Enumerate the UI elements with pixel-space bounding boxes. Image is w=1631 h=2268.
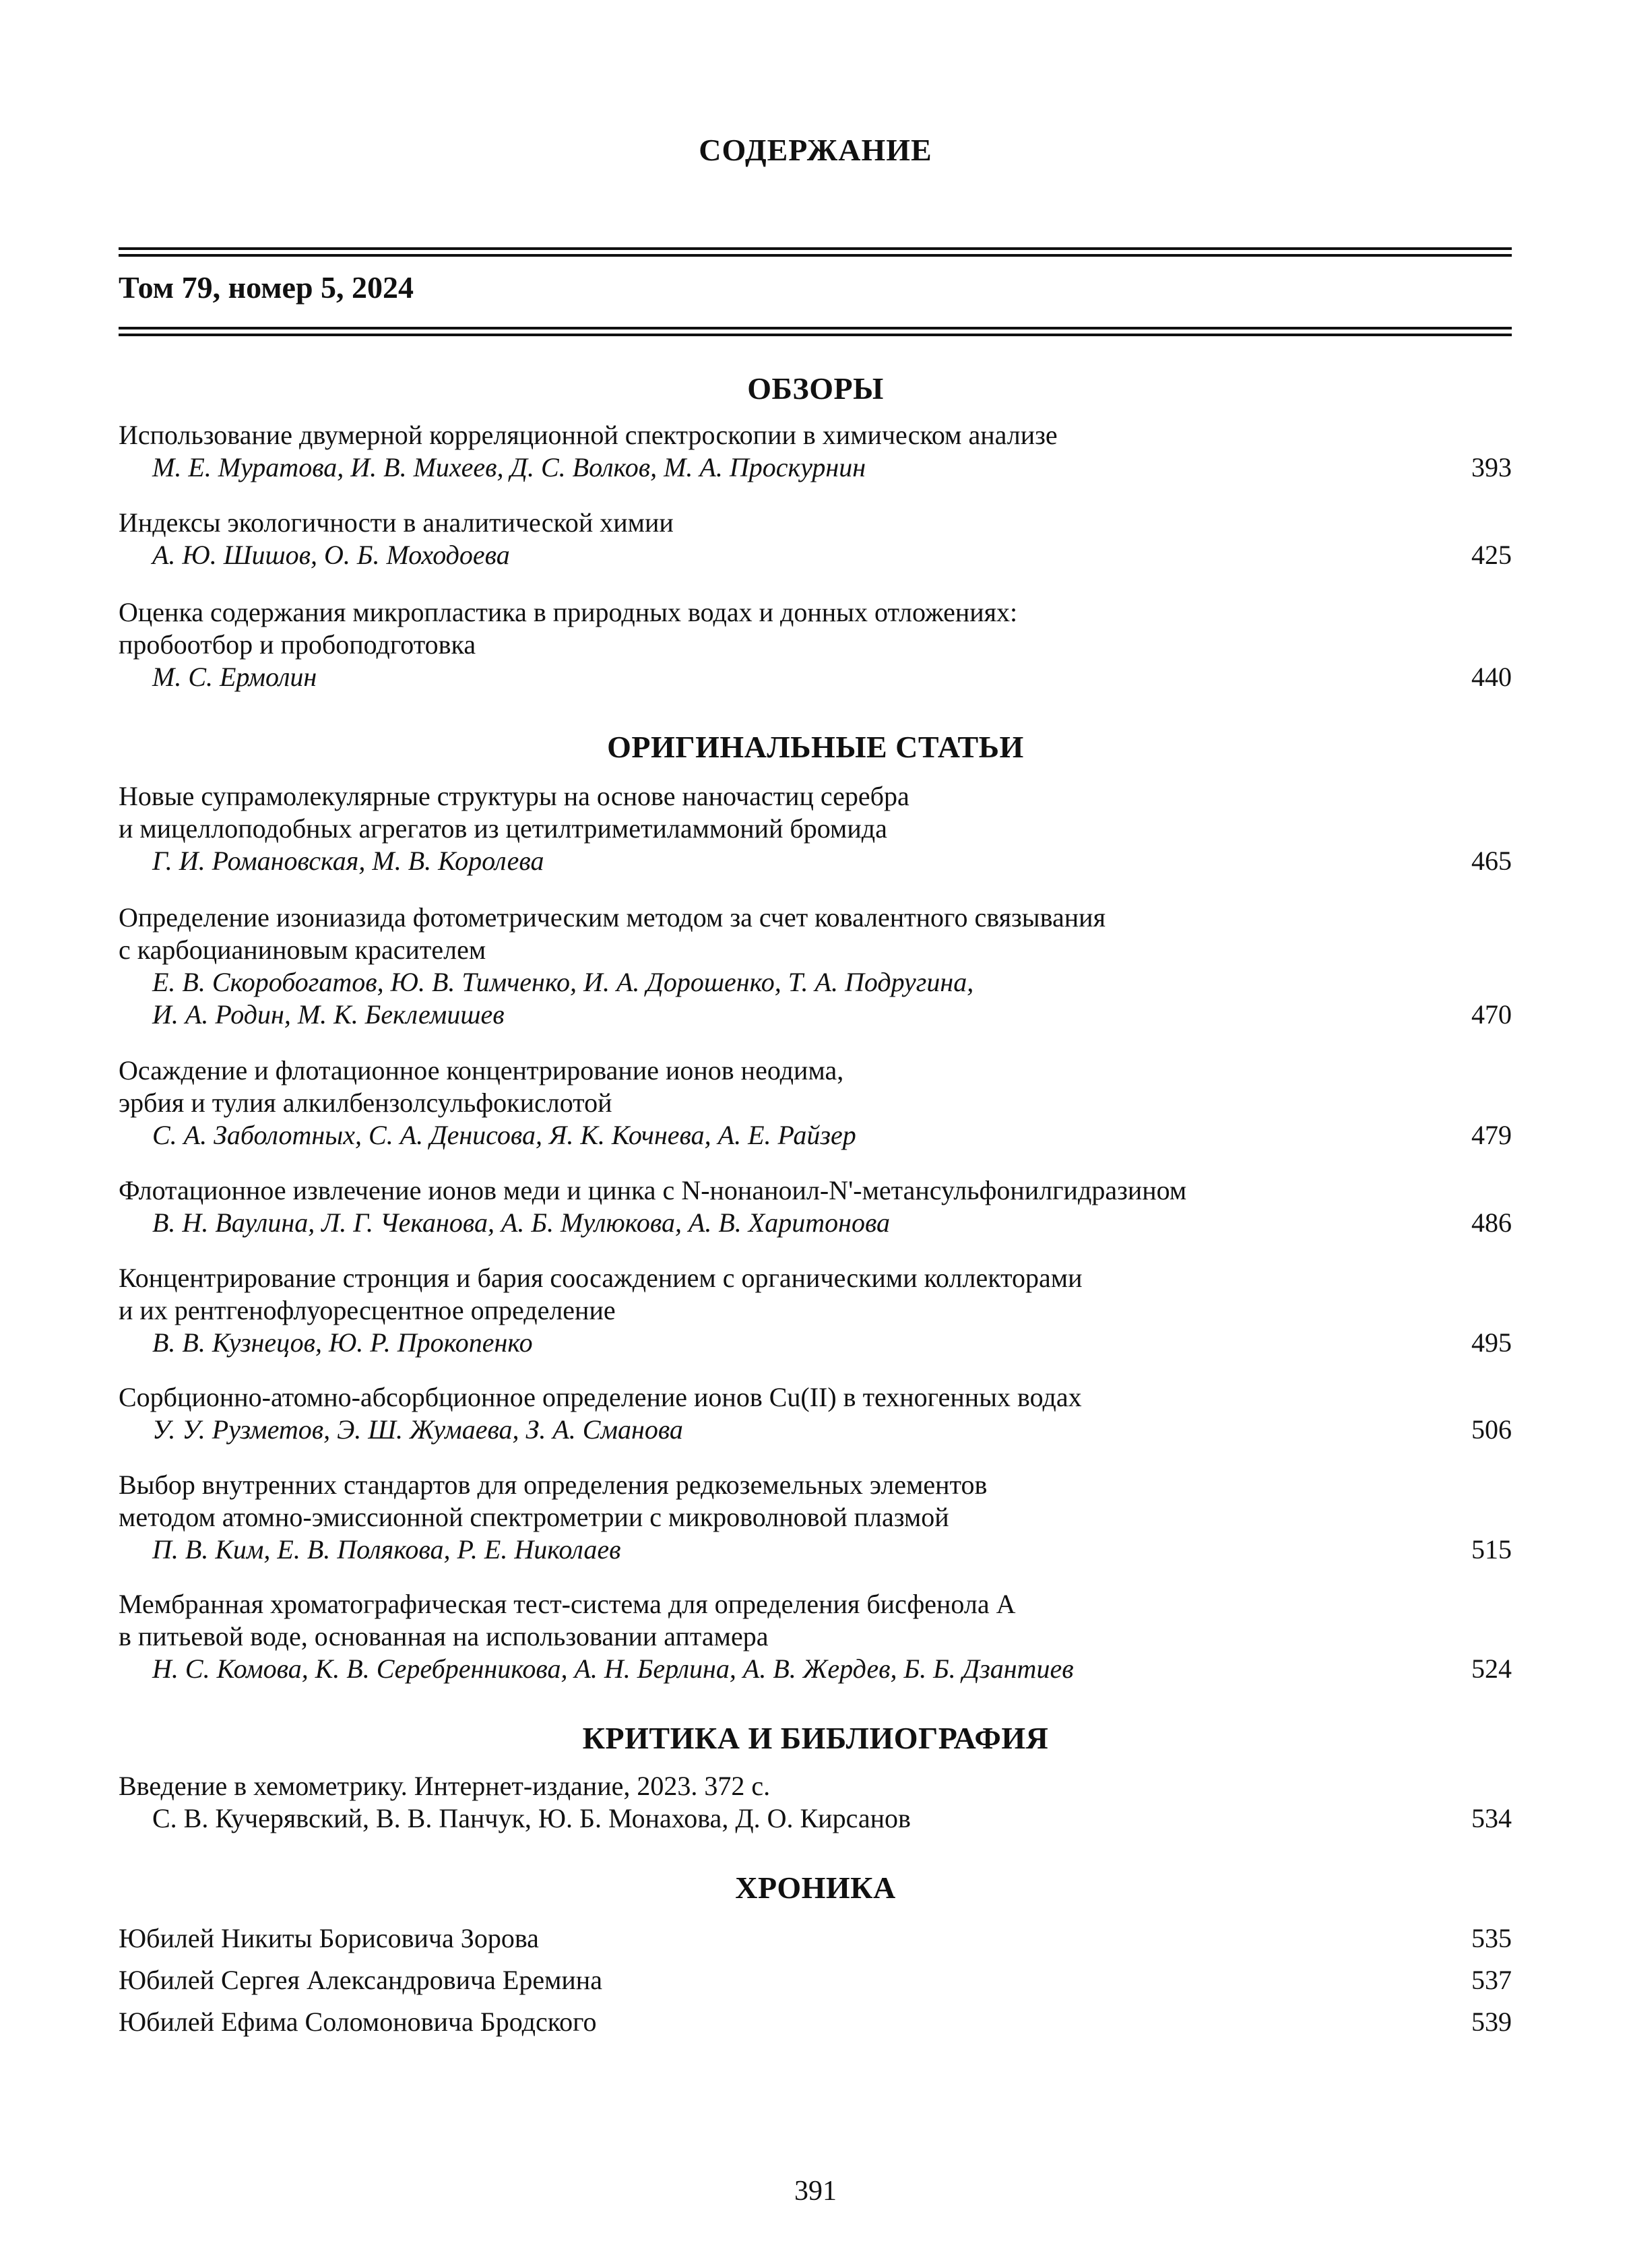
entry-authors: С. А. Заболотных, С. А. Денисова, Я. К. Кочнева, А. Е. Райзер 479 [152, 1120, 1512, 1150]
entry-authors: В. Н. Ваулина, Л. Г. Чеканова, А. Б. Мулюкова, А. В. Харитонова 486 [152, 1207, 1512, 1238]
entry-title: Оценка содержания микропластика в природных водах и донных отложениях: [119, 597, 1018, 627]
entry-title-cont: и их рентгенофлуоресцентное определение [119, 1295, 616, 1325]
entry-page: 440 [1471, 662, 1512, 692]
entry-title: Юбилей Сергея Александровича Еремина [119, 1965, 602, 1995]
entry-title: Концентрирование стронция и бария соосаждением с органическими коллекторами [119, 1263, 1083, 1293]
entry-title-cont: в питьевой воде, основанная на использовании аптамера [119, 1621, 769, 1651]
entry-title: Новые супрамолекулярные структуры на основе наночастиц серебра [119, 781, 909, 811]
entry-page: 393 [1471, 452, 1512, 482]
page-title: СОДЕРЖАНИЕ [699, 133, 932, 167]
page-number: 391 [794, 2176, 837, 2207]
toc-entry[interactable] [119, 419, 1512, 484]
entry-title: Юбилей Ефима Соломоновича Бродского [119, 2007, 597, 2037]
entry-page: 465 [1471, 846, 1512, 876]
entry-page: 479 [1471, 1120, 1512, 1150]
toc-entry[interactable] [119, 596, 1512, 693]
entry-authors-cont: И. А. Родин, М. К. Беклемишев 470 [152, 999, 1512, 1030]
toc-entry[interactable] [119, 1054, 1512, 1152]
entry-page: 534 [1471, 1803, 1512, 1833]
entry-authors: В. В. Кузнецов, Ю. Р. Прокопенко 495 [152, 1327, 1512, 1358]
toc-entry[interactable] [119, 1770, 1512, 1835]
entry-page: 486 [1471, 1207, 1512, 1238]
top-rule-1 [119, 247, 1512, 250]
entry-page: 524 [1471, 1653, 1512, 1684]
entry-page: 535 [1471, 1923, 1512, 1953]
entry-title-cont: пробоотбор и пробоподготовка [119, 629, 476, 660]
entry-title: Выбор внутренних стандартов для определения редкоземельных элементов [119, 1470, 988, 1500]
section-heading-chronicle: ХРОНИКА [735, 1870, 896, 1905]
entry-authors: А. Ю. Шишов, О. Б. Моходоева 425 [152, 540, 1512, 570]
entry-title: Мембранная хроматографическая тест-система для определения бисфенола А [119, 1589, 1016, 1619]
entry-title-cont: эрбия и тулия алкилбензолсульфокислотой [119, 1088, 612, 1118]
entry-page: 495 [1471, 1327, 1512, 1358]
entry-page: 515 [1471, 1534, 1512, 1565]
toc-entry[interactable] [119, 1469, 1512, 1566]
entry-page: 470 [1471, 999, 1512, 1030]
toc-entry[interactable] [119, 1262, 1512, 1359]
toc-entry[interactable] [119, 1174, 1512, 1239]
entry-page: 506 [1471, 1414, 1512, 1445]
entry-page: 539 [1471, 2007, 1512, 2037]
entry-title: Осаждение и флотационное концентрирование ионов неодима, [119, 1055, 844, 1085]
toc-entry[interactable] [119, 2006, 1512, 2038]
entry-title-cont: методом атомно-эмиссионной спектрометрии с микроволновой плазмой [119, 1502, 949, 1532]
entry-title-cont: и мицеллоподобных агрегатов из цетилтриметиламмоний бромида [119, 813, 887, 844]
toc-entry[interactable] [119, 1588, 1512, 1685]
entry-title: Введение в хемометрику. Интернет-издание, 2023. 372 с. [119, 1771, 771, 1801]
entry-authors: У. У. Рузметов, Э. Ш. Жумаева, З. А. Сманова 506 [152, 1414, 1512, 1445]
entry-authors: С. В. Кучерявский, В. В. Панчук, Ю. Б. Монахова, Д. О. Кирсанов 534 [152, 1803, 1512, 1833]
section-heading-original: ОРИГИНАЛЬНЫЕ СТАТЬИ [607, 730, 1024, 764]
toc-entry[interactable] [119, 780, 1512, 877]
toc-entry[interactable] [119, 1922, 1512, 1955]
entry-title: Флотационное извлечение ионов меди и цинка с N-нонаноил-N'-метансульфонилгидразином [119, 1175, 1187, 1205]
entry-authors: М. С. Ермолин 440 [152, 662, 1512, 692]
entry-title: Юбилей Никиты Борисовича Зорова [119, 1923, 539, 1953]
entry-page: 425 [1471, 540, 1512, 570]
bottom-rule-2 [119, 334, 1512, 336]
toc-entry[interactable] [119, 507, 1512, 571]
toc-entry[interactable] [119, 1381, 1512, 1446]
entry-title-cont: с карбоцианиновым красителем [119, 935, 486, 965]
bottom-rule-1 [119, 327, 1512, 329]
entry-authors: Н. С. Комова, К. В. Серебренникова, А. Н. Берлина, А. В. Жердев, Б. Б. Дзантиев 524 [152, 1653, 1512, 1684]
volume-line: Том 79, номер 5, 2024 [119, 270, 414, 305]
entry-authors: М. Е. Муратова, И. В. Михеев, Д. С. Волков, М. А. Проскурнин 393 [152, 452, 1512, 482]
section-heading-reviews: ОБЗОРЫ [747, 371, 884, 406]
entry-title: Сорбционно-атомно-абсорбционное определение ионов Cu(II) в техногенных водах [119, 1382, 1082, 1412]
entry-authors: П. В. Ким, Е. В. Полякова, Р. Е. Николаев 515 [152, 1534, 1512, 1565]
toc-entry[interactable] [119, 1964, 1512, 1996]
entry-authors: Е. В. Скоробогатов, Ю. В. Тимченко, И. А. Дорошенко, Т. А. Подругина, [152, 967, 974, 997]
toc-entry[interactable] [119, 902, 1512, 1031]
entry-title: Определение изониазида фотометрическим методом за счет ковалентного связывания [119, 902, 1106, 933]
top-rule-2 [119, 254, 1512, 257]
entry-title: Использование двумерной корреляционной спектроскопии в химическом анализе [119, 420, 1058, 450]
section-heading-critique: КРИТИКА И БИБЛИОГРАФИЯ [582, 1721, 1049, 1755]
entry-title: Индексы экологичности в аналитической химии [119, 507, 674, 538]
entry-authors: Г. И. Романовская, М. В. Королева 465 [152, 846, 1512, 876]
entry-page: 537 [1471, 1965, 1512, 1995]
